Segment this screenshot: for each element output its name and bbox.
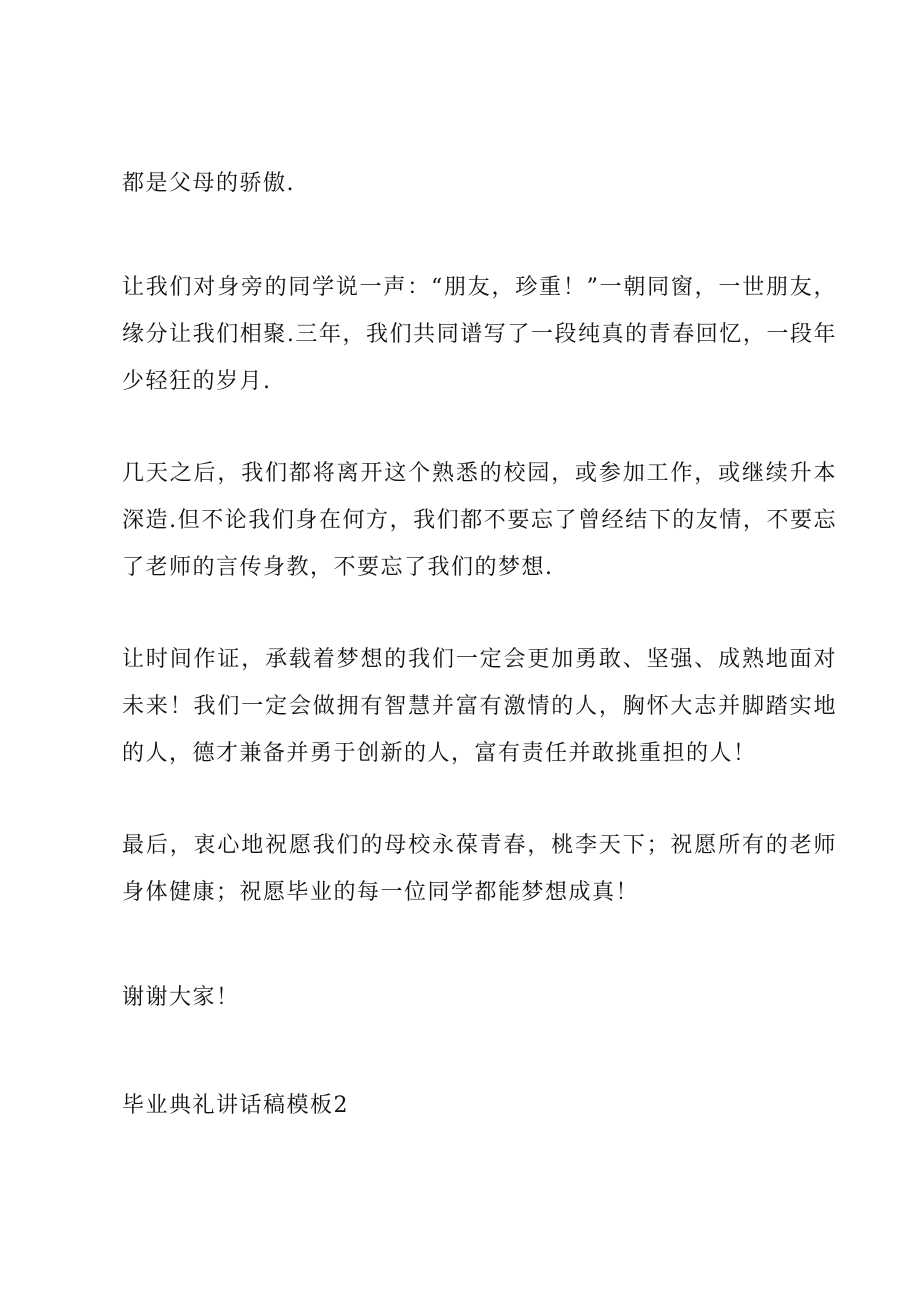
section-heading: 毕业典礼讲话稿模板2 — [122, 1093, 349, 1118]
paragraph-leaving-campus: 几天之后，我们都将离开这个熟悉的校园，或参加工作，或继续升本深造.但不论我们身在何方，我们都不要忘了曾经结下的友情，不要忘了老师的言传身教，不要忘了我们的梦想. — [122, 461, 837, 580]
paragraph-farewell-classmates: 让我们对身旁的同学说一声：“朋友，珍重！”一朝同窗，一世朋友，缘分让我们相聚.三年，我们共同谱写了一段纯真的青春回忆，一段年少轻狂的岁月. — [122, 275, 837, 394]
paragraph-best-wishes: 最后，衷心地祝愿我们的母校永葆青春，桃李天下；祝愿所有的老师身体健康；祝愿毕业的每一位同学都能梦想成真！ — [122, 833, 837, 905]
paragraph-time-witness: 让时间作证，承载着梦想的我们一定会更加勇敢、坚强、成熟地面对未来！我们一定会做拥有智慧并富有激情的人，胸怀大志并脚踏实地的人，德才兼备并勇于创新的人，富有责任并敢挑重担的人！ — [122, 647, 837, 766]
paragraph-thanks: 谢谢大家！ — [122, 985, 240, 1010]
paragraph-closing-line: 都是父母的骄傲. — [122, 171, 295, 196]
